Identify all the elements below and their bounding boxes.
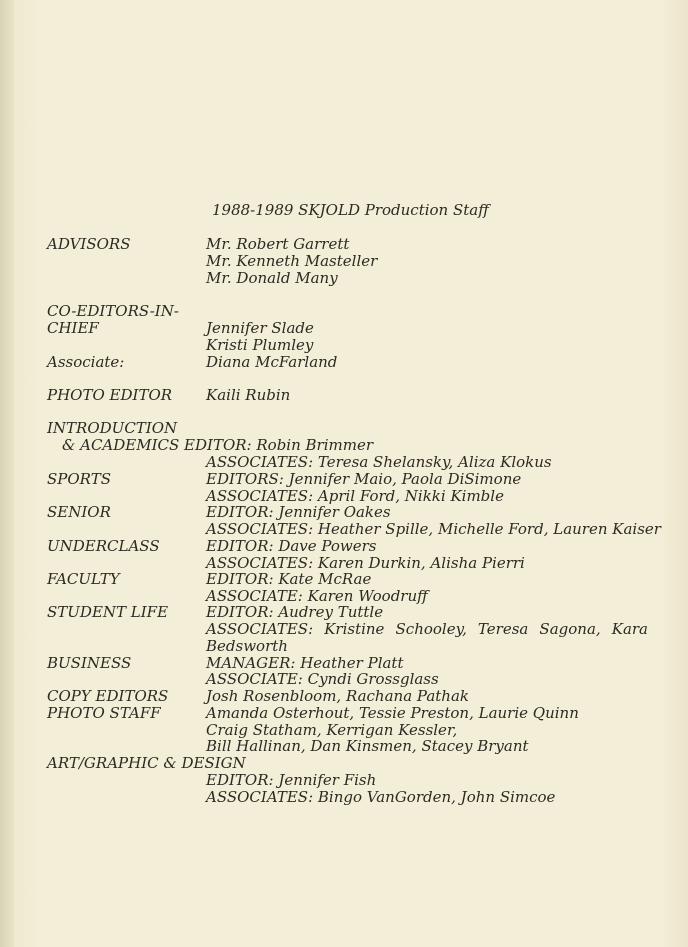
coeditor-name: Jennifer Slade [206, 319, 314, 337]
coeditors-associate-label: Associate: [47, 353, 125, 371]
faculty-associate: ASSOCIATE: Karen Woodruff [206, 587, 428, 605]
introduction-label: INTRODUCTION [47, 419, 178, 437]
photo-editor-name: Kaili Rubin [206, 386, 291, 404]
photo-staff-line: Craig Statham, Kerrigan Kessler, [206, 721, 458, 739]
coeditors-associate-name: Diana McFarland [206, 353, 338, 371]
sports-associates: ASSOCIATES: April Ford, Nikki Kimble [206, 487, 504, 505]
advisor-name: Mr. Kenneth Masteller [206, 252, 378, 270]
senior-label: SENIOR [47, 503, 111, 521]
underclass-editor: EDITOR: Dave Powers [206, 537, 377, 555]
senior-associates: ASSOCIATES: Heather Spille, Michelle Ford, Lauren Kaiser [206, 520, 661, 538]
student-life-associates-line1: ASSOCIATES: Kristine Schooley, Teresa Sagona, Kara [206, 620, 648, 638]
coeditors-label-line2: CHIEF [47, 319, 99, 337]
student-life-editor: EDITOR: Audrey Tuttle [206, 603, 384, 621]
page-spine-shadow [0, 0, 14, 947]
photo-editor-label: PHOTO EDITOR [47, 386, 173, 404]
copy-editors-names: Josh Rosenbloom, Rachana Pathak [206, 687, 469, 705]
photo-staff-line: Bill Hallinan, Dan Kinsmen, Stacey Bryant [206, 737, 529, 755]
art-graphic-label: ART/GRAPHIC & DESIGN [47, 754, 246, 772]
advisors-label: ADVISORS [47, 235, 131, 253]
business-manager: MANAGER: Heather Platt [206, 654, 404, 672]
art-graphic-associates: ASSOCIATES: Bingo VanGorden, John Simcoe [206, 788, 556, 806]
student-life-associates-line2: Bedsworth [206, 637, 288, 655]
sports-label: SPORTS [47, 470, 111, 488]
photo-staff-label: PHOTO STAFF [47, 704, 161, 722]
advisor-name: Mr. Robert Garrett [206, 235, 350, 253]
underclass-associates: ASSOCIATES: Karen Durkin, Alisha Pierri [206, 554, 525, 572]
copy-editors-label: COPY EDITORS [47, 687, 169, 705]
student-life-label: STUDENT LIFE [47, 603, 169, 621]
page-title: 1988-1989 SKJOLD Production Staff [212, 201, 489, 219]
underclass-label: UNDERCLASS [47, 537, 160, 555]
faculty-label: FACULTY [47, 570, 120, 588]
photo-staff-line: Amanda Osterhout, Tessie Preston, Laurie Quinn [206, 704, 579, 722]
coeditor-name: Kristi Plumley [206, 336, 314, 354]
coeditors-label-line1: CO-EDITORS-IN- [47, 302, 179, 320]
business-associate: ASSOCIATE: Cyndi Grossglass [206, 670, 439, 688]
faculty-editor: EDITOR: Kate McRae [206, 570, 372, 588]
senior-editor: EDITOR: Jennifer Oakes [206, 503, 391, 521]
sports-editors: EDITORS: Jennifer Maio, Paola DiSimone [206, 470, 522, 488]
academics-editor-line: & ACADEMICS EDITOR: Robin Brimmer [62, 436, 374, 454]
advisor-name: Mr. Donald Many [206, 269, 338, 287]
art-graphic-editor: EDITOR: Jennifer Fish [206, 771, 377, 789]
business-label: BUSINESS [47, 654, 132, 672]
introduction-associates: ASSOCIATES: Teresa Shelansky, Aliza Klokus [206, 453, 552, 471]
